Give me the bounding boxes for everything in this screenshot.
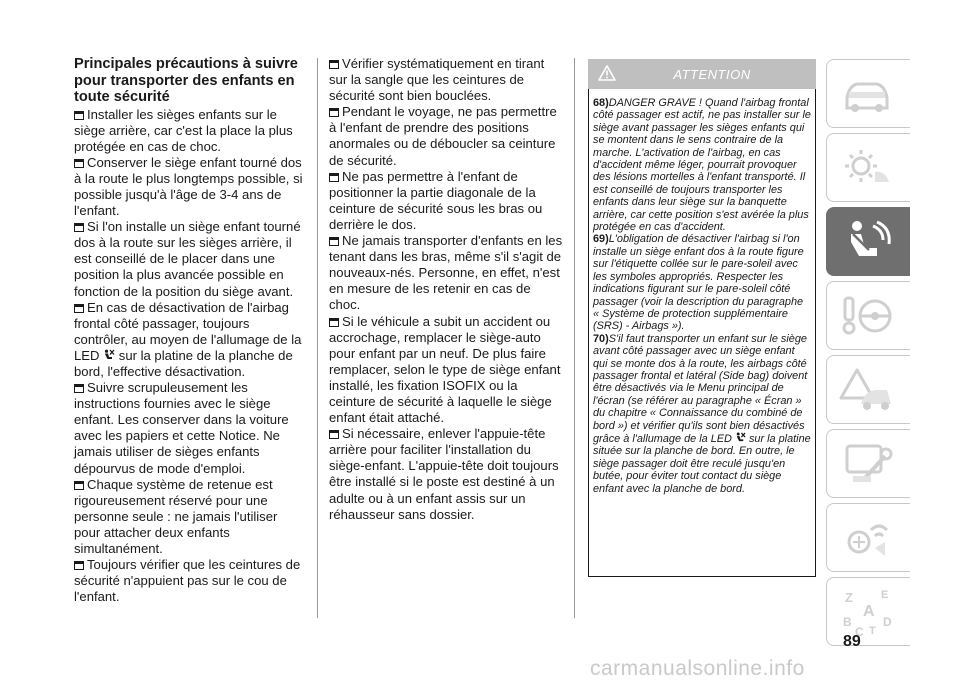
- attention-heading: ATTENTION: [673, 67, 751, 82]
- index-letter: T: [869, 625, 876, 637]
- steering-key-icon: [839, 290, 895, 342]
- tab-warning-lights[interactable]: [826, 133, 910, 202]
- chapter-tabs: [826, 59, 910, 651]
- index-letters-icon: [839, 586, 895, 638]
- index-letter: C: [855, 625, 864, 638]
- list-item: Installer les sièges enfants sur le siège arrière, car c'est la place la plus protégée en cas de choc.: [74, 106, 293, 154]
- list-item: Si l'on installe un siège enfant tourné dos à la route sur les sièges arrière, il est conseillé de le placer dans une position la plus avancée possible en fonction de la position du siège avant.: [74, 219, 301, 299]
- note-68: 68)DANGER GRAVE ! Quand l'airbag frontal côté passager est actif, ne pas installer sur le siège avant passager les sièges enfants qui se montent dans le sens contraire de la marche. L'activation de l'airbag, en cas d'accident même léger, pourrait provoquer des lésions mortelles à l'enfant transporté. Il est conseillé de toujours transporter les enfants dans leur siège sur la banquette arrière, car cette position s'est avérée la plus protégée en cas d'accident.: [593, 97, 811, 234]
- page-number: 89: [843, 633, 861, 650]
- tab-safety[interactable]: [826, 207, 910, 276]
- bullet-icon: [74, 111, 84, 120]
- attention-content: [588, 89, 816, 577]
- emergency-icon: [839, 364, 895, 416]
- tab-dashboard[interactable]: [826, 59, 910, 128]
- list-item: Conserver le siège enfant tourné dos à la route le plus longtemps possible, si possible jusqu'à l'âge de 3-4 ans de l'enfant.: [74, 154, 303, 219]
- bullet-icon: [329, 60, 339, 69]
- bullet-icon: [329, 237, 339, 246]
- service-tools-icon: [839, 438, 895, 490]
- airbag-off-icon: [103, 349, 115, 361]
- tab-multimedia[interactable]: [826, 503, 910, 572]
- left-column: [74, 56, 306, 605]
- list-item: Si nécessaire, enlever l'appuie-tête arrière pour faciliter l'installation du siège-enfant. L'appuie-tête doit toujours être installé si le poste est destiné à un adulte ou à un enfant assis sur un réhausseur sans dossier.: [329, 426, 559, 522]
- column-divider: [317, 58, 318, 618]
- watermark: carmanualsonline.info: [590, 657, 805, 680]
- bullet-icon: [74, 384, 84, 393]
- list-item: Si le véhicule a subit un accident ou accrochage, remplacer le siège-auto pour enfant par un neuf. De plus faire remplacer, selon le type de siège enfant installé, les fixation ISOFIX ou la ceinture de sécurité à laquelle le siège enfant était attaché.: [329, 313, 561, 426]
- bullet-icon: [329, 430, 339, 439]
- bullet-icon: [74, 481, 84, 490]
- airbag-off-icon: [735, 432, 746, 443]
- list-item: Vérifier systématiquement en tirant sur la sangle que les ceintures de sécurité sont bien bouclées.: [329, 56, 545, 104]
- index-letter: A: [863, 603, 875, 620]
- list-item: Ne jamais transporter d'enfants en les tenant dans les bras, même s'il s'agit de nouveaux-nés. Personne, en effet, n'est en mesure de les retenir en cas de choc.: [329, 233, 563, 313]
- bullet-icon: [329, 108, 339, 117]
- section-title: Principales précautions à suivre pour transporter des enfants en toute sécurité: [74, 56, 298, 105]
- list-item: Chaque système de retenue est rigoureusement réservé pour une personne seule : ne jamais l'utiliser pour attacher deux enfants simultanément.: [74, 476, 278, 557]
- tab-emergency[interactable]: [826, 355, 910, 424]
- list-item: Toujours vérifier que les ceintures de sécurité n'appuient pas sur le cou de l'enfant.: [74, 557, 301, 605]
- bullet-icon: [74, 304, 84, 313]
- list-item: Pendant le voyage, ne pas permettre à l'enfant de prendre des positions anormales ou de déboucler sa ceinture de sécurité.: [329, 104, 557, 168]
- bullet-icon: [74, 561, 84, 570]
- index-letter: D: [883, 615, 892, 629]
- warning-lights-icon: [839, 142, 895, 194]
- bullet-icon: [74, 223, 84, 232]
- tab-index[interactable]: [826, 577, 910, 646]
- list-item: Ne pas permettre à l'enfant de positionner la partie diagonale de la ceinture de sécurité sous les bras ou derrière le dos.: [329, 168, 543, 232]
- list-item: En cas de désactivation de l'airbag frontal côté passager, toujours contrôler, au moyen de l'allumage de la LED sur la platine de la planche de bord, l'effective désactivation.: [74, 299, 302, 379]
- middle-column: [329, 56, 563, 523]
- car-dashboard-icon: [839, 68, 895, 120]
- seat-belt-airbag-icon: [839, 216, 895, 268]
- note-69: 69)L'obligation de désactiver l'airbag si l'on installe un siège enfant dos à la route figure sur l'étiquette collée sur le pare-soleil avec les symboles appropriés. Respecter les indications figurant sur le pare-soleil côté passager (voir la description du paragraphe « Système de protection supplémentaire (SRS) - Airbags »).: [593, 233, 804, 333]
- attention-header: [588, 59, 816, 89]
- tab-maintenance[interactable]: [826, 429, 910, 498]
- bullet-icon: [329, 318, 339, 327]
- note-70: 70)S'il faut transporter un enfant sur le siège avant côté passager avec un siège enfant qui se monte dos à la route, les airbags côté passager frontal et latéral (Side bag) doivent être désactivés via le Menu principal de l'écran (se référer au paragraphe « Écran » du chapitre « Connaissance du combiné de bord ») et vérifier qu'ils sont bien désactivés grâce à l'allumage de la LED sur la platine située sur la planche de bord. En outre, le siège passager doit être reculé jusqu'en butée, pour éviter tout contact du siège enfant avec la planche de bord.: [593, 332, 811, 495]
- index-letter: E: [881, 589, 889, 601]
- bullet-icon: [329, 173, 339, 182]
- bullet-icon: [74, 159, 84, 168]
- index-letter: Z: [845, 590, 853, 605]
- index-letter: B: [843, 615, 852, 629]
- column-divider: [574, 58, 575, 618]
- list-item: Suivre scrupuleusement les instructions fournies avec le siège enfant. Les conserver dans la voiture avec les papiers et cette Notice. Ne jamais utiliser de sièges enfants dépourvus de mode d'emploi.: [74, 380, 289, 476]
- attention-box: [588, 59, 816, 581]
- tab-driving[interactable]: [826, 281, 910, 350]
- multimedia-icon: [839, 512, 895, 564]
